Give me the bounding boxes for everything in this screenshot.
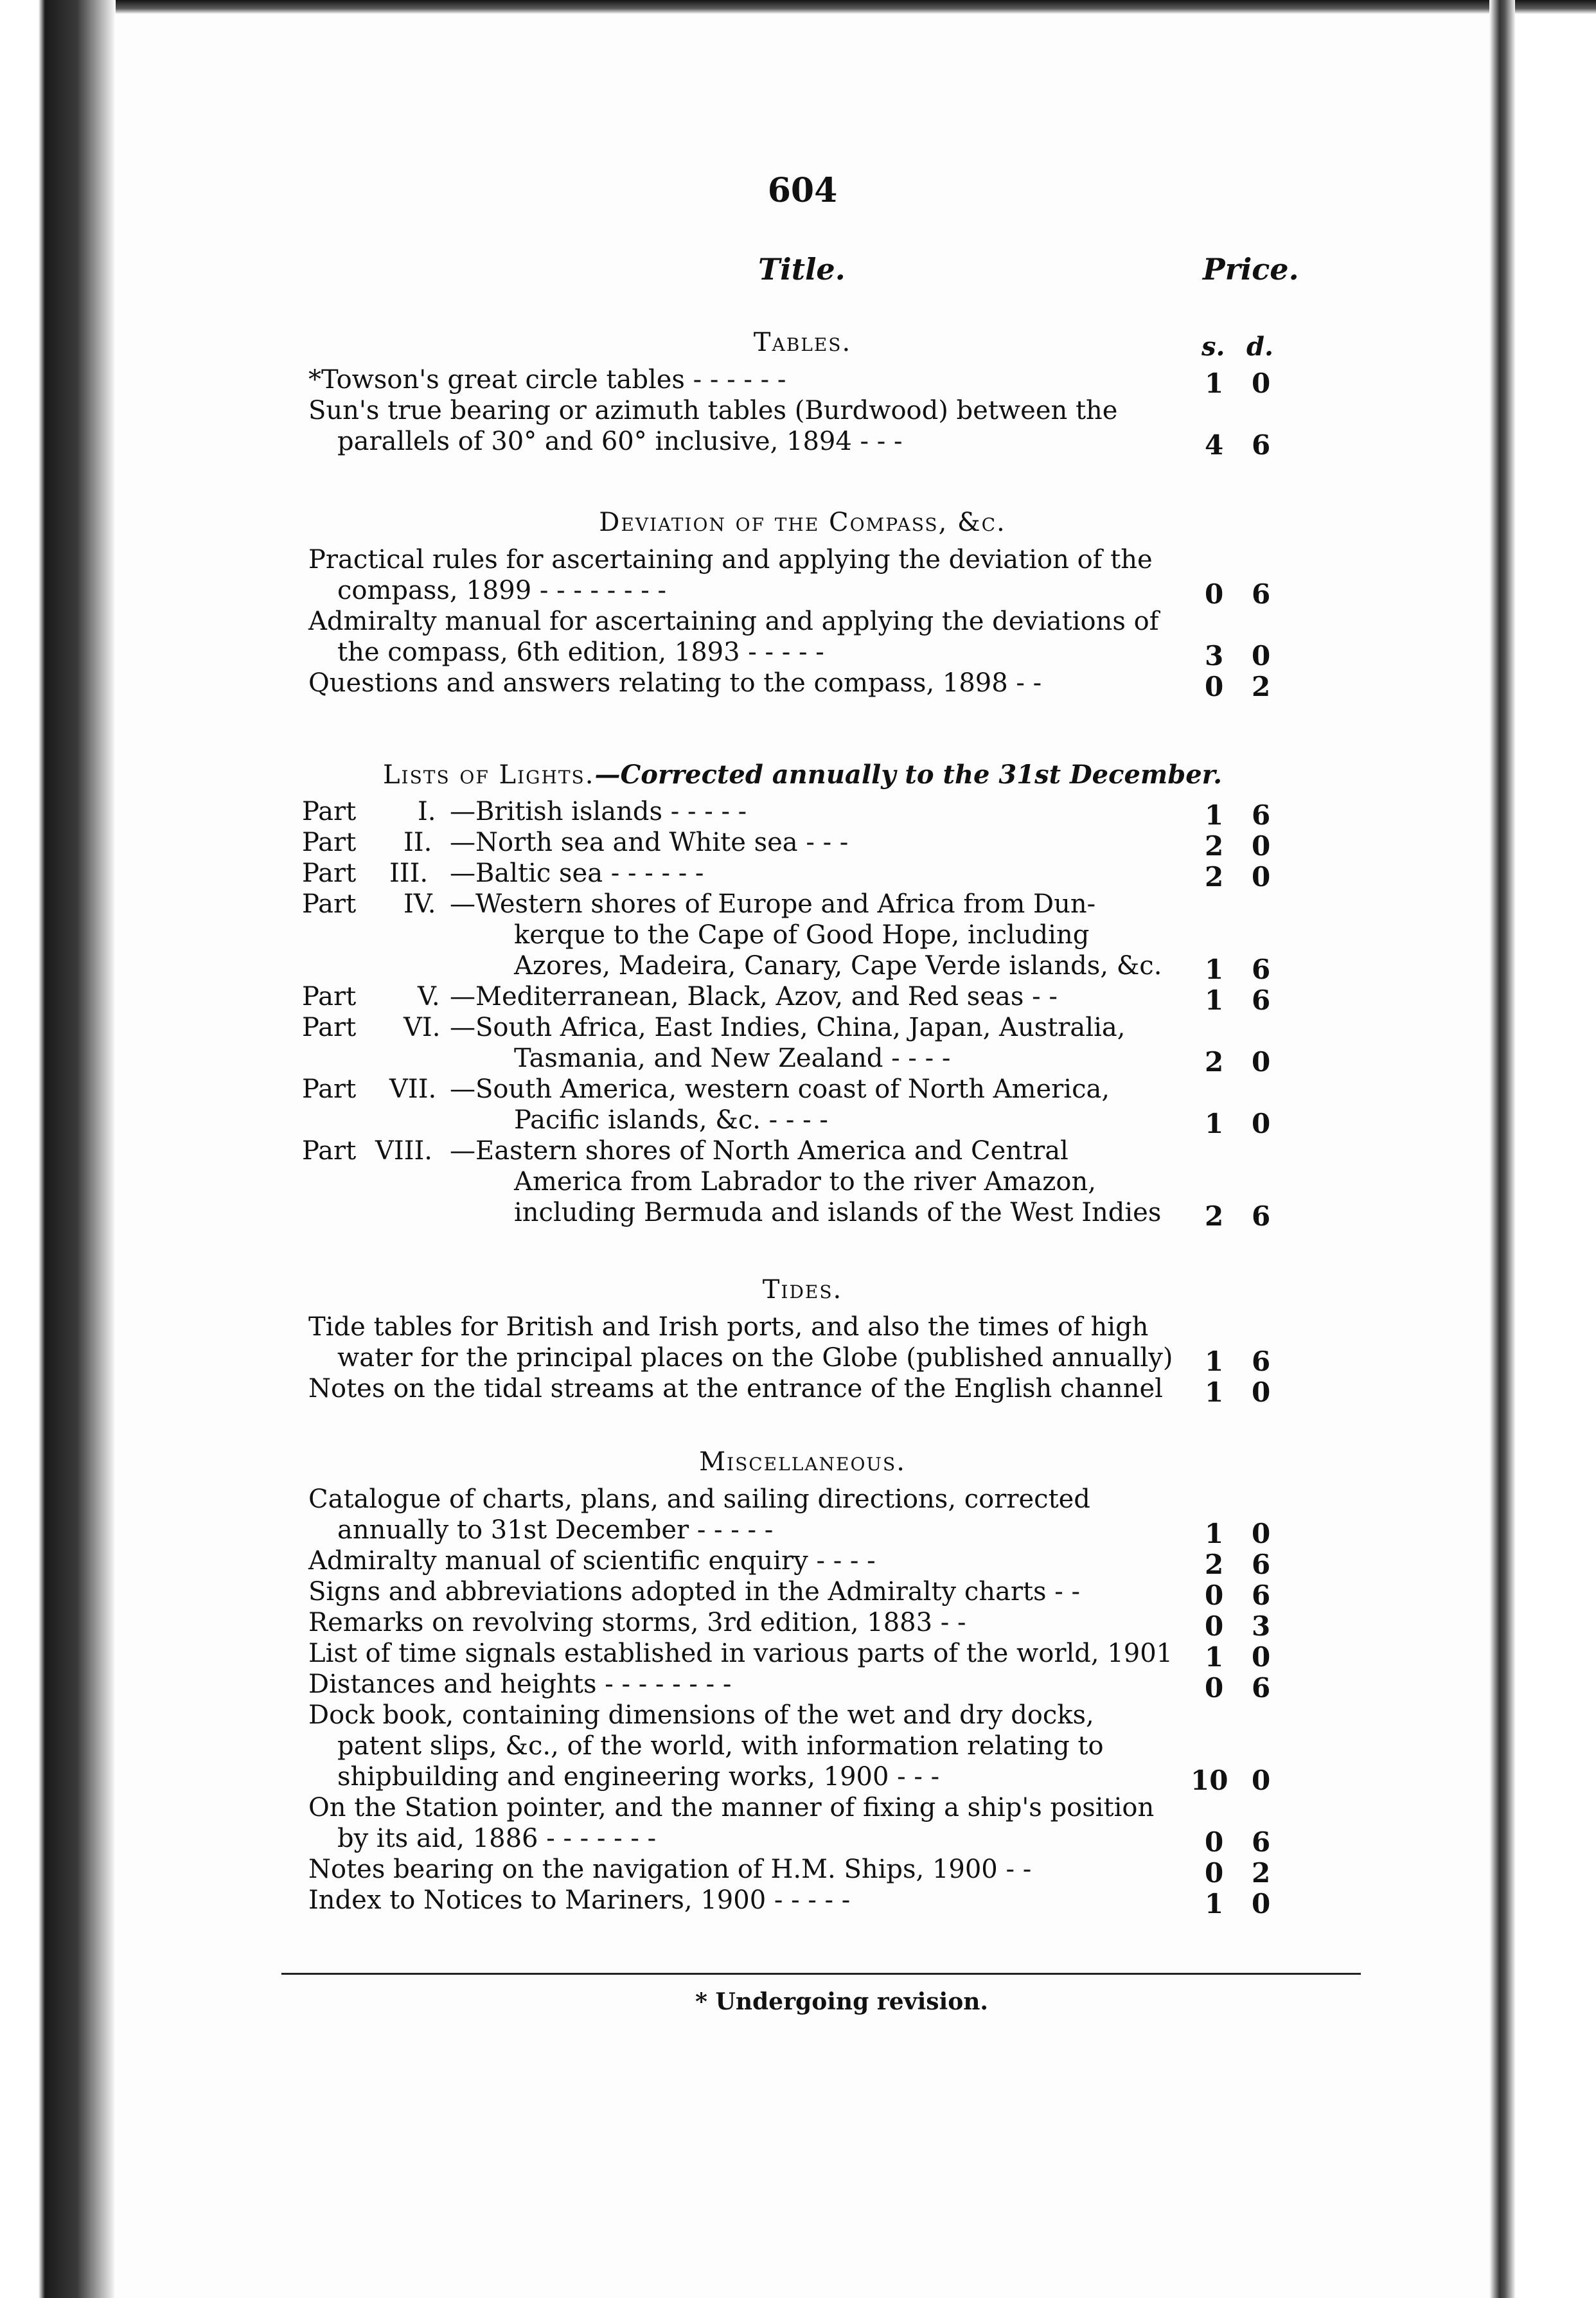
entry-title-line: Catalogue of charts, plans, and sailing directions, corrected (308, 1484, 1090, 1514)
price-shillings: 4 (1205, 429, 1224, 461)
entry-title-line: —Baltic sea - - - - - - (450, 859, 704, 888)
part-label: Part (302, 797, 357, 826)
entry-title-line: parallels of 30° and 60° inclusive, 1894 - - - (337, 427, 903, 456)
price-shillings: 1 (1205, 1376, 1224, 1408)
price-pence: 0 (1252, 1888, 1271, 1919)
price-pence: 0 (1252, 1108, 1271, 1139)
part-label: Part (302, 1136, 357, 1166)
price-pence: 0 (1252, 1376, 1271, 1408)
price-pence: 6 (1252, 1346, 1271, 1377)
price-shillings: 0 (1205, 578, 1224, 610)
price-shillings: 3 (1205, 640, 1224, 672)
entry-title-line: —British islands - - - - - (450, 797, 747, 826)
price-pence: 6 (1252, 578, 1271, 610)
entry-title-line: shipbuilding and engineering works, 1900 - - - (337, 1762, 940, 1792)
entry-title-line: water for the principal places on the Globe (published annually) (337, 1343, 1173, 1373)
price-shillings: 1 (1205, 1346, 1224, 1377)
scan-border-left (0, 0, 116, 2298)
price-shillings: 1 (1205, 1641, 1224, 1673)
entry-title-line: patent slips, &c., of the world, with information relating to (337, 1731, 1104, 1761)
entry-title-line: Index to Notices to Mariners, 1900 - - - - - (308, 1885, 851, 1915)
price-shillings: 1 (1205, 799, 1224, 831)
column-header-title: Title. (758, 252, 846, 287)
entry-title-line: —Eastern shores of North America and Central (450, 1136, 1068, 1166)
price-pence: 2 (1252, 1857, 1271, 1889)
part-label: Part (302, 1013, 357, 1042)
part-label: Part (302, 828, 357, 857)
entry-title-line: —Western shores of Europe and Africa from Dun- (450, 889, 1096, 919)
section-title (116, 508, 1489, 537)
part-number: VI. (403, 1013, 441, 1042)
price-shillings: 2 (1205, 861, 1224, 893)
price-pence: 6 (1252, 954, 1271, 985)
section-title (116, 328, 1489, 357)
part-label: Part (302, 889, 357, 919)
entry-title-line: by its aid, 1886 - - - - - - - (337, 1824, 657, 1853)
entry-title-line: —Mediterranean, Black, Azov, and Red seas - - (450, 982, 1058, 1011)
part-number: VII. (389, 1074, 437, 1104)
price-pence: 3 (1252, 1610, 1271, 1642)
entry-title-line: Azores, Madeira, Canary, Cape Verde islands, &c. (514, 951, 1162, 981)
section-title-text: Deviation of the Compass, &c. (599, 508, 1006, 537)
price-shillings: 0 (1205, 1672, 1224, 1704)
part-number: V. (418, 982, 440, 1011)
entry-title-line: Notes bearing on the navigation of H.M. Ships, 1900 - - (308, 1855, 1032, 1884)
entry-title-line: Admiralty manual for ascertaining and applying the deviations of (308, 607, 1159, 636)
price-shillings: 2 (1205, 1200, 1224, 1232)
column-header-price: Price. (1203, 252, 1299, 287)
price-pence: 6 (1252, 1580, 1271, 1611)
entry-title-line: Tasmania, and New Zealand - - - - (514, 1044, 951, 1073)
section-title-note: —Corrected annually to the 31st December. (594, 760, 1222, 790)
entry-title-line: —South America, western coast of North America, (450, 1074, 1110, 1104)
price-pence: 2 (1252, 671, 1271, 702)
section-title-text: Tables. (753, 328, 852, 357)
price-shillings: 0 (1205, 1580, 1224, 1611)
entry-title-line: Sun's true bearing or azimuth tables (Burdwood) between the (308, 396, 1118, 425)
document-page (116, 14, 1489, 2298)
price-pence: 6 (1252, 1826, 1271, 1858)
price-shillings: 0 (1205, 671, 1224, 702)
price-pence: 0 (1252, 1641, 1271, 1673)
price-pence: 0 (1252, 368, 1271, 399)
scan-border-top (103, 0, 1596, 14)
entry-title-line: Distances and heights - - - - - - - - (308, 1670, 732, 1699)
unit-shillings: s. (1201, 332, 1225, 362)
price-pence: 0 (1252, 830, 1271, 862)
price-shillings: 2 (1205, 1046, 1224, 1078)
price-shillings: 0 (1205, 1610, 1224, 1642)
entry-title-line: Pacific islands, &c. - - - - (514, 1105, 828, 1135)
section-title-text: Lists of Lights. (382, 760, 595, 790)
price-pence: 0 (1252, 1046, 1271, 1078)
price-pence: 6 (1252, 984, 1271, 1016)
entry-title-line: America from Labrador to the river Amazon, (514, 1167, 1096, 1197)
entry-title-line: the compass, 6th edition, 1893 - - - - - (337, 637, 824, 667)
part-number: III. (389, 859, 429, 888)
section-title (116, 1275, 1489, 1305)
part-number: II. (403, 828, 432, 857)
price-pence: 0 (1252, 1765, 1271, 1796)
footnote-rule (281, 1973, 1361, 1975)
entry-title-line: —North sea and White sea - - - (450, 828, 849, 857)
entry-title-line: Notes on the tidal streams at the entrance of the English channel (308, 1374, 1163, 1403)
section-title-text: Miscellaneous. (699, 1447, 906, 1477)
entry-title-line: Remarks on revolving storms, 3rd edition, 1883 - - (308, 1608, 966, 1637)
price-shillings: 1 (1205, 1108, 1224, 1139)
price-shillings: 1 (1205, 984, 1224, 1016)
entry-title-line: —South Africa, East Indies, China, Japan, Australia, (450, 1013, 1126, 1042)
part-number: VIII. (375, 1136, 433, 1166)
price-pence: 6 (1252, 1200, 1271, 1232)
price-pence: 6 (1252, 429, 1271, 461)
entry-title-line: Admiralty manual of scientific enquiry - - - - (308, 1546, 876, 1576)
footnote: * Undergoing revision. (695, 1988, 988, 2015)
entry-title-line: Tide tables for British and Irish ports, and also the times of high (308, 1312, 1149, 1342)
entry-title-line: annually to 31st December - - - - - (337, 1515, 774, 1545)
entry-title-line: Practical rules for ascertaining and applying the deviation of the (308, 545, 1153, 574)
section-title (116, 1447, 1489, 1477)
price-pence: 6 (1252, 1549, 1271, 1580)
page-number: 604 (767, 171, 838, 210)
part-label: Part (302, 982, 357, 1011)
entry-title-line: *Towson's great circle tables - - - - - - (308, 365, 786, 395)
entry-title-line: Signs and abbreviations adopted in the Admiralty charts - - (308, 1577, 1081, 1607)
part-number: IV. (403, 889, 436, 919)
part-label: Part (302, 859, 357, 888)
price-shillings: 0 (1205, 1857, 1224, 1889)
part-label: Part (302, 1074, 357, 1104)
price-shillings: 1 (1205, 1518, 1224, 1549)
unit-pence: d. (1246, 332, 1273, 362)
entry-title-line: compass, 1899 - - - - - - - - (337, 576, 666, 605)
part-number: I. (418, 797, 436, 826)
entry-title-line: Dock book, containing dimensions of the wet and dry docks, (308, 1700, 1094, 1730)
price-shillings: 1 (1205, 368, 1224, 399)
entry-title-line: On the Station pointer, and the manner of fixing a ship's position (308, 1793, 1155, 1822)
entry-title-line: Questions and answers relating to the compass, 1898 - - (308, 668, 1042, 698)
section-title (116, 760, 1489, 790)
price-shillings: 2 (1205, 830, 1224, 862)
entry-title-line: kerque to the Cape of Good Hope, including (514, 920, 1090, 950)
price-shillings: 10 (1191, 1765, 1228, 1796)
price-shillings: 1 (1205, 1888, 1224, 1919)
price-pence: 0 (1252, 861, 1271, 893)
section-title-text: Tides. (762, 1275, 843, 1305)
price-shillings: 1 (1205, 954, 1224, 985)
price-pence: 0 (1252, 640, 1271, 672)
entry-title-line: including Bermuda and islands of the West Indies (514, 1198, 1162, 1227)
scan-gutter-right (1489, 0, 1515, 2298)
price-pence: 0 (1252, 1518, 1271, 1549)
entry-title-line: List of time signals established in various parts of the world, 1901 (308, 1639, 1173, 1668)
price-shillings: 0 (1205, 1826, 1224, 1858)
price-pence: 6 (1252, 1672, 1271, 1704)
price-pence: 6 (1252, 799, 1271, 831)
price-shillings: 2 (1205, 1549, 1224, 1580)
